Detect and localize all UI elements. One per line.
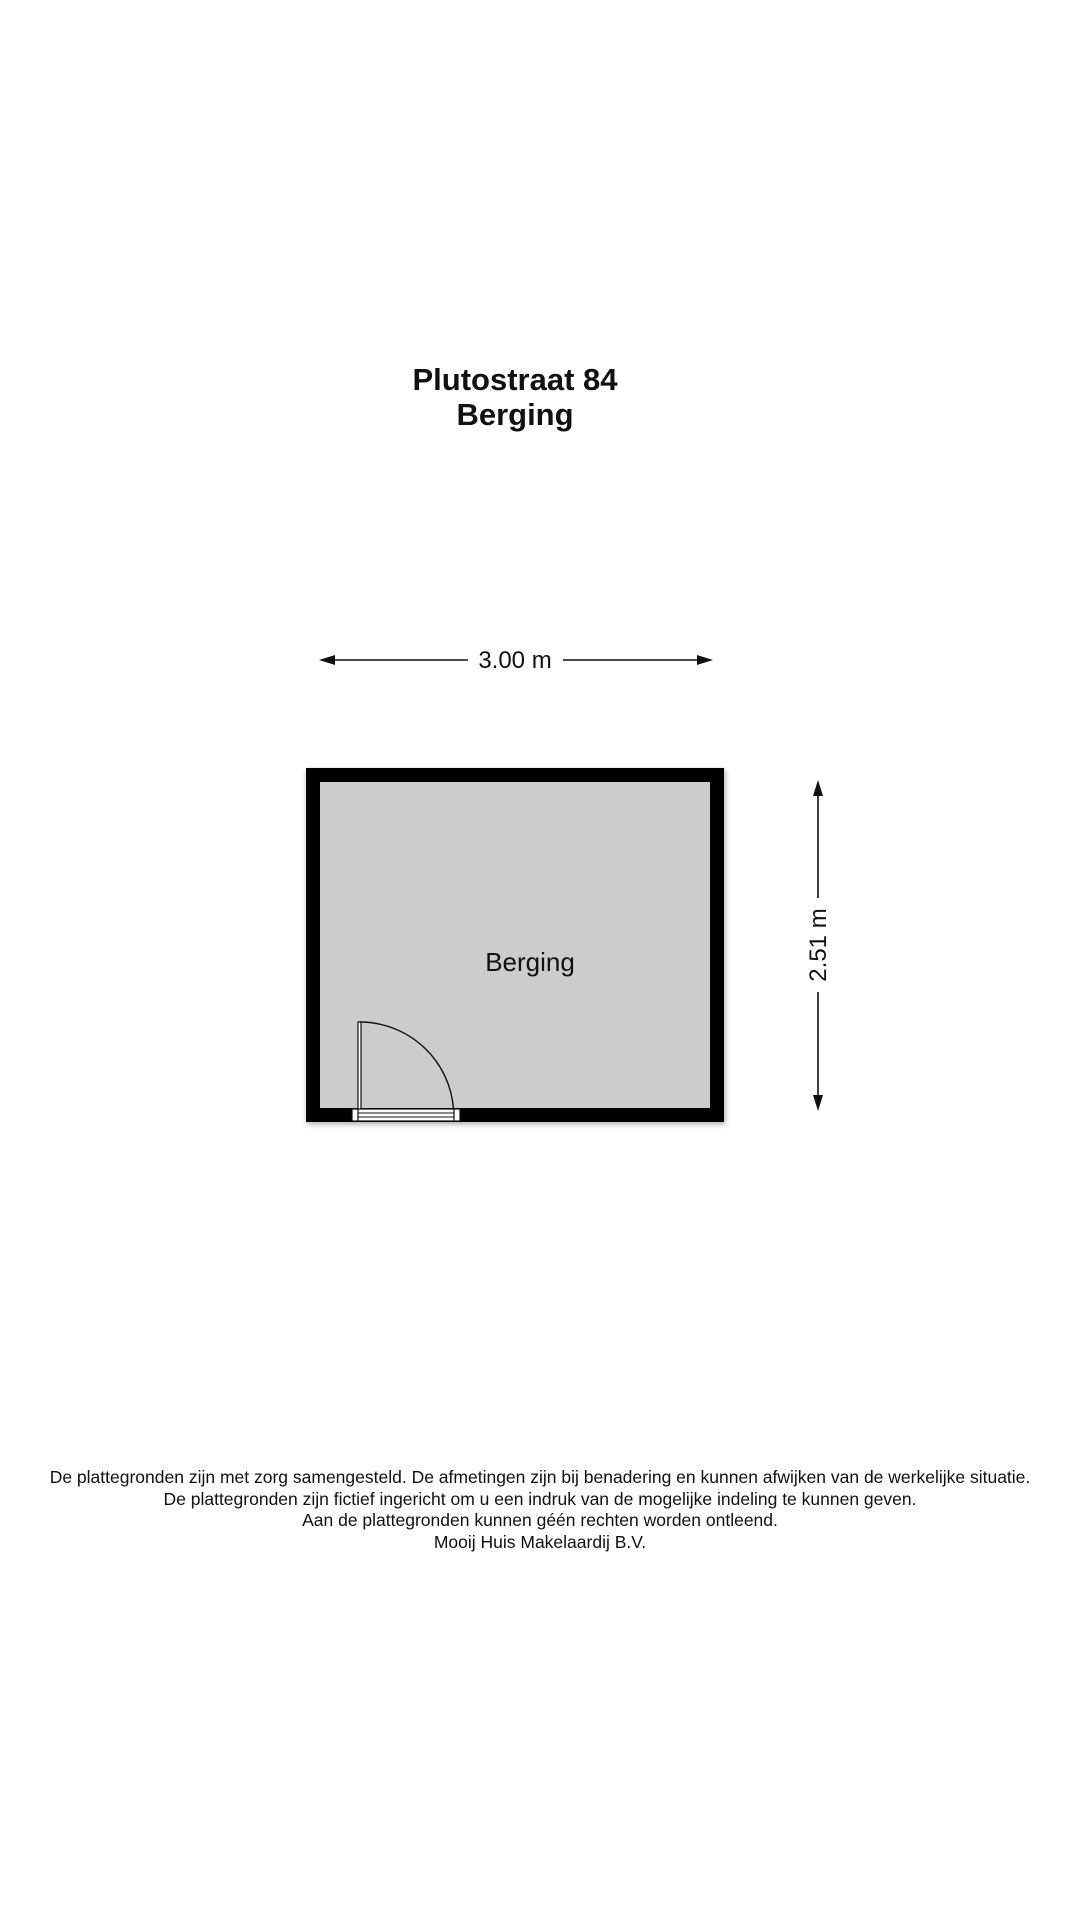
address-title: Plutostraat 84 [412, 362, 618, 397]
width-arrow-left-icon [319, 655, 335, 665]
room-label: Berging [485, 947, 575, 977]
floor-name-title: Berging [456, 397, 574, 432]
disclaimer-line: De plattegronden zijn fictief ingericht om u een indruk van de mogelijke indeling te kunnen geven. [163, 1488, 917, 1509]
room-berging [306, 768, 724, 1122]
room-floor [320, 782, 710, 1108]
depth-arrow-down-icon [813, 1095, 823, 1111]
depth-dimension [805, 780, 832, 1111]
disclaimer-company: Mooij Huis Makelaardij B.V. [433, 1531, 647, 1552]
depth-arrow-up-icon [813, 780, 823, 796]
door-opening [352, 1109, 460, 1121]
door-leaf [358, 1022, 361, 1109]
door-jamb-left [352, 1109, 358, 1121]
disclaimer [0, 1467, 1080, 1553]
disclaimer-line: De plattegronden zijn met zorg samengesteld. De afmetingen zijn bij benadering en kunnen afwijken van de werkelijke situatie. [49, 1467, 1031, 1487]
width-dimension [319, 647, 713, 674]
door-jamb-right [454, 1109, 460, 1121]
width-arrow-right-icon [697, 655, 713, 665]
depth-dimension-label: 2.51 m [805, 908, 832, 982]
width-dimension-label: 3.00 m [478, 647, 552, 674]
disclaimer-line: Aan de plattegronden kunnen géén rechten worden ontleend. [302, 1510, 778, 1530]
